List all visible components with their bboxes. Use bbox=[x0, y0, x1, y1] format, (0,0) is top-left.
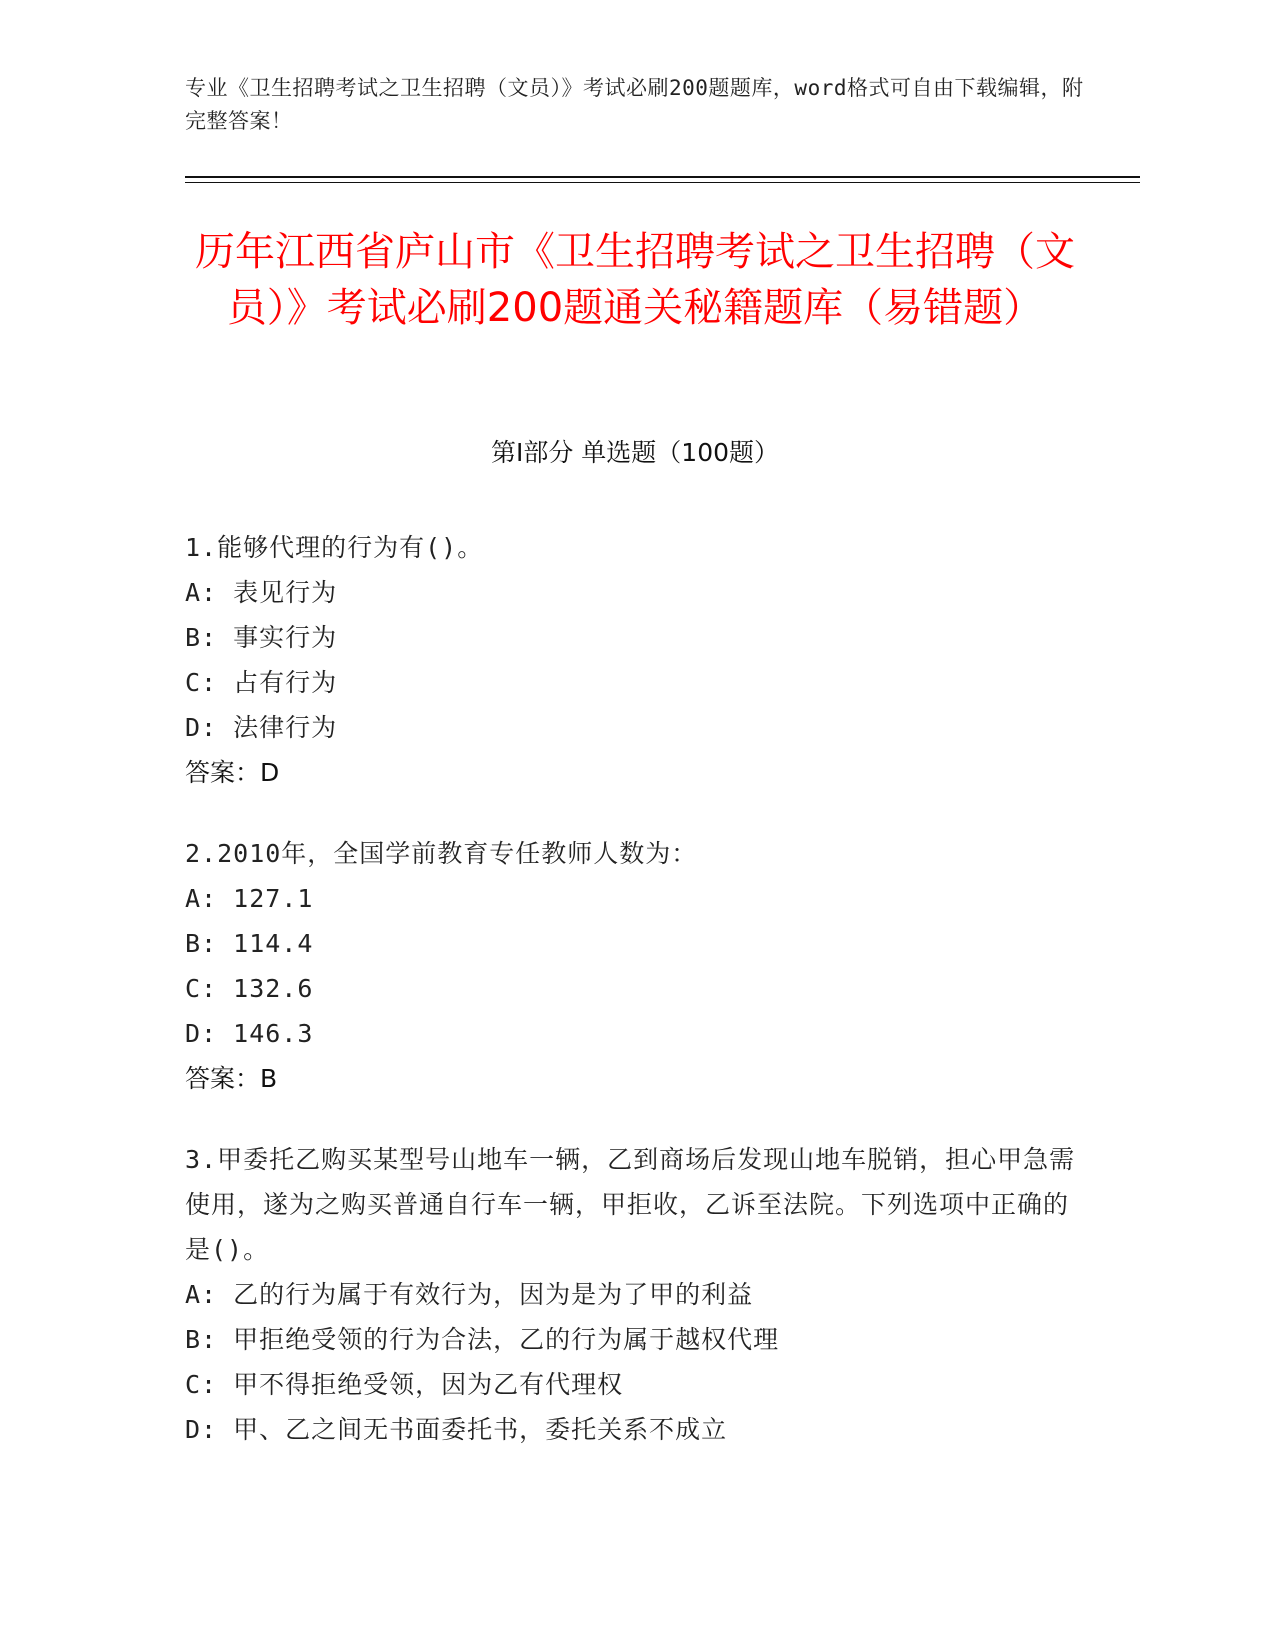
option-b: B: 甲拒绝受领的行为合法，乙的行为属于越权代理 bbox=[185, 1325, 780, 1354]
option-d: D: 甲、乙之间无书面委托书，委托关系不成立 bbox=[185, 1415, 728, 1444]
question-stem: 2.2010年，全国学前教育专任教师人数为： bbox=[185, 839, 698, 868]
header-rule-thick bbox=[185, 176, 1140, 178]
document-title: 历年江西省庐山市《卫生招聘考试之卫生招聘（文员）》考试必刷200题通关秘籍题库（易错题） bbox=[195, 229, 1075, 331]
question-3 bbox=[185, 1137, 1085, 1452]
question-stem: 1.能够代理的行为有()。 bbox=[185, 533, 484, 562]
question-stem: 3.甲委托乙购买某型号山地车一辆，乙到商场后发现山地车脱销，担心甲急需使用，遂为之购买普通自行车一辆，甲拒收，乙诉至法院。下列选项中正确的是()。 bbox=[185, 1145, 1076, 1264]
option-a: A: 表见行为 bbox=[185, 578, 338, 607]
question-1 bbox=[185, 525, 1085, 795]
option-d: D: 146.3 bbox=[185, 1019, 314, 1048]
answer: 答案：D bbox=[185, 758, 280, 787]
question-2 bbox=[185, 831, 1085, 1101]
question-list bbox=[185, 525, 1085, 1488]
header-note: 专业《卫生招聘考试之卫生招聘（文员）》考试必刷200题题库，word格式可自由下载编辑，附完整答案！ bbox=[185, 76, 1084, 133]
section-title: 第I部分 单选题（100题） bbox=[490, 438, 780, 467]
answer: 答案：B bbox=[185, 1064, 278, 1093]
option-a: A: 乙的行为属于有效行为，因为是为了甲的利益 bbox=[185, 1280, 754, 1309]
option-c: C: 占有行为 bbox=[185, 668, 338, 697]
option-b: B: 事实行为 bbox=[185, 623, 338, 652]
option-a: A: 127.1 bbox=[185, 884, 314, 913]
option-c: C: 甲不得拒绝受领，因为乙有代理权 bbox=[185, 1370, 624, 1399]
option-d: D: 法律行为 bbox=[185, 713, 338, 742]
option-c: C: 132.6 bbox=[185, 974, 314, 1003]
option-b: B: 114.4 bbox=[185, 929, 314, 958]
header-rule-thin bbox=[185, 182, 1140, 183]
